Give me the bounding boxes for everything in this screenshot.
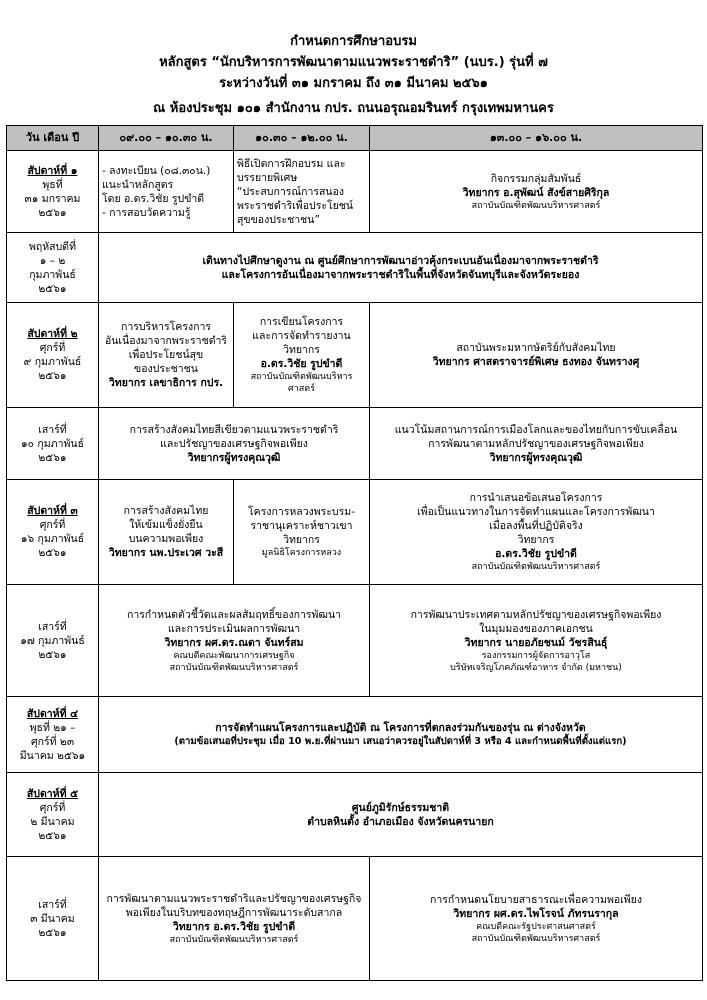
speaker: วิทยากร ผศ.ดร.ไพโรจน์ ภัทรนรากุล [453,907,619,920]
session-cell [99,480,234,585]
session-text: และการจัดทำรายงาน [252,330,351,342]
day-label: พุธที่ ๒๑ – [29,721,76,734]
col-header-slot3: ๑๓.๐๐ – ๑๖.๐๐ น. [370,126,703,151]
week-label: สัปดาห์ที่ ๕ [26,787,79,800]
affiliation: สถาบันบัณฑิตพัฒนบริหารศาสตร์ [169,662,299,673]
session-text: พระราชดำริเพื่อประโยชน์ [237,199,354,212]
week-label: สัปดาห์ที่ ๓ [27,505,78,517]
session-text: และปรัชญาของเศรษฐกิจพอเพียง [160,437,308,450]
session-text: ในมุมมองของภาคเอกชน [479,622,593,635]
affiliation: คณบดีคณะพัฒนาการเศรษฐกิจ [173,650,295,661]
day-date: ๑๗ กุมภาพันธ์ [20,634,85,647]
session-text: การพัฒนาประเทศตามหลักปรัชญาของเศรษฐกิจพอเพียง [410,608,662,621]
header-row [7,126,703,151]
session-text: ให้เข้มแข็งยั่งยืน [129,519,203,531]
table-row [7,303,703,408]
day-label: เสาร์ที่ [38,898,67,911]
table-row [7,233,703,303]
date-cell [7,585,99,697]
session-text: และการประเมินผลการพัฒนา [167,622,301,635]
session-cell [234,480,370,585]
session-cell [234,303,370,408]
table-row [7,857,703,981]
affiliation: บริษัทเจริญโภคภัณฑ์อาหาร จำกัด (มหาชน) [450,662,622,673]
table-row [7,697,703,773]
session-text: การนำเสนอข้อเสนอโครงการ [469,492,603,504]
day-year: ๒๕๖๑ [38,926,67,939]
col-header-slot2: ๑๐.๓๐ – ๑๒.๐๐ น. [234,126,370,151]
day-date: ๓ มีนาคม [30,912,75,925]
table-row [7,585,703,697]
session-text: อันเนื่องมาจากพระราชดำริ [104,335,228,347]
day-date: ๓๑ มกราคม [24,192,81,205]
session-cell [99,303,234,408]
session-text: พิธีเปิดการฝึกอบรม และ [237,157,346,170]
day-label: ศุกร์ที่ [39,801,66,814]
session-text: โดย อ.ดร.วิชัย รูปขำดี [102,192,205,205]
speaker: อ.ดร.วิชัย รูปขำดี [495,548,577,560]
day-date: ๙ กุมภาพันธ์ [23,356,82,368]
day-label: พฤหัสบดีที่ [28,240,76,253]
date-range: ระหว่างวันที่ ๓๑ มกราคม ถึง ๓๑ มีนาคม ๒๕๖๑ [219,76,488,91]
session-text: การพัฒนาตามหลักปรัชญาของเศรษฐกิจพอเพียง [428,437,644,450]
session-text: การสร้างสังคมไทย [123,505,209,517]
speaker: วิทยากร ศาสตราจารย์พิเศษ ธงทอง จันทรางศุ [432,356,640,368]
session-cell [99,857,370,981]
speaker: วิทยากร อ.สุพัฒน์ สังข์สายศิริกุล [462,186,610,199]
session-text: โครงการหลวงพระบรม- [248,506,355,518]
session-text: เพื่อเป็นแนวทางในการจัดทำแผนและโครงการพัฒนา [417,506,655,518]
study-trip-text: และโครงการอันเนื่องมาจากพระราชดำริในพื้นที่จังหวัดจันทบุรีและจังหวัดระยอง [221,268,580,281]
affiliation: ศาสตร์ [288,384,315,394]
day-year: ๒๕๖๑ [38,451,67,464]
session-cell [234,151,370,233]
date-cell [7,857,99,981]
fieldwork-note: (ตามข้อเสนอที่ประชุม เมื่อ 10 พ.ย.ที่ผ่านมา เสนอว่าควรอยู่ในสัปดาห์ที่ 3 หรือ 4 และกำหนดพื้นที่ตั้งแต่แรก) [174,735,627,747]
schedule-table [6,125,703,981]
day-date: ๑๖ กุมภาพันธ์ [20,533,85,545]
session-cell [370,303,703,408]
session-text: การกำหนดตัวชี้วัดและผลสัมฤทธิ์ของการพัฒนา [126,608,342,621]
session-text: เพื่อประโยชน์สุข [128,349,204,361]
table-row [7,773,703,857]
session-text: - ลงทะเบียน (๐๘.๓๐น.) [102,164,211,177]
speaker: วิทยากรผู้ทรงคุณวุฒิ [489,451,583,464]
speaker: วิทยากร เลขาธิการ กปร. [108,377,224,389]
day-label: เสาร์ที่ [38,423,67,436]
day-label: ศุกร์ที่ [39,519,66,531]
session-cell [370,408,703,480]
week-label: สัปดาห์ที่ ๒ [27,328,78,340]
col-header-slot1: ๐๙.๐๐ – ๑๐.๓๐ น. [99,126,234,151]
affiliation: สถาบันบัณฑิตพัฒนบริหาร [250,372,353,382]
day-date: ๑๐ กุมภาพันธ์ [20,437,84,450]
session-text: วิทยากร [283,344,320,356]
session-text: “ประสบการณ์การสนอง [237,185,345,198]
day-label: ศุกร์ที่ [39,342,66,354]
table-row [7,408,703,480]
session-text: พอเพียงในบริบทของทฤษฎีการพัฒนาระดับสากล [125,906,343,919]
day-date: ๑ – ๒ [39,254,66,267]
day-year: ๒๕๖๑ [38,547,67,559]
course-name: หลักสูตร “นักบริหารการพัฒนาตามแนวพระราชดำริ” (นบร.) รุ่นที่ ๗ [159,55,548,70]
study-trip-text: เดินทางไปศึกษาดูงาน ณ ศูนย์ศึกษาการพัฒนาอ่าวคุ้งกระเบนอันเนื่องมาจากพระราชดำริ [202,254,599,267]
session-text: การพัฒนาตามแนวพระราชดำริและปรัชญาของเศรษฐกิจ [106,892,362,905]
session-text: บรรยายพิเศษ [237,171,298,184]
day-label: พุธที่ [42,178,63,191]
day-year: ๒๕๖๑ [38,829,67,842]
session-cell [99,151,234,233]
affiliation: สถาบันบัณฑิตพัฒนบริหารศาสตร์ [471,562,601,572]
session-text: ราชานุเคราะห์ชาวเขา [250,520,353,532]
day-label: ศุกร์ที่ ๒๓ [30,735,75,748]
session-text: การบริหารโครงการ [121,321,211,333]
day-year: ๒๕๖๑ [38,206,67,219]
speaker: วิทยากร นายอภัยชนม์ วัชรสินธุ์ [464,636,608,649]
date-cell [7,151,99,233]
session-text: เมื่อลงพื้นที่ปฏิบัติจริง [489,520,583,532]
doc-title: กำหนดการศึกษาอบรม [290,34,417,49]
session-cell [370,480,703,585]
site-location: ตำบลหินตั้ง อำเภอเมือง จังหวัดนครนายก [307,815,494,828]
speaker: วิทยากร ผศ.ดร.ณดา จันทร์สม [164,636,304,649]
speaker: อ.ดร.วิชัย รูปขำดี [260,358,343,370]
session-title: กิจกรรมกลุ่มสัมพันธ์ [490,172,582,185]
date-cell [7,233,99,303]
session-cell [370,857,703,981]
session-text: แนวโน้มสถานการณ์การเมืองโลกและของไทยกับการขับเคลื่อน [394,423,678,436]
date-cell [7,408,99,480]
fieldwork-text: การจัดทำแผนโครงการและปฏิบัติ ณ โครงการที่ตกลงร่วมกันของรุ่น ณ ต่างจังหวัด [215,721,586,734]
affiliation: คณบดีคณะรัฐประศาสนศาสตร์ [476,921,596,932]
session-text: วิทยากร [283,534,320,546]
fieldwork-cell [99,697,703,773]
session-text: การสร้างสังคมไทยสีเขียวตามแนวพระราชดำริ [129,423,339,436]
session-text: การเขียนโครงการ [259,316,344,328]
affiliation: มูลนิธิโครงการหลวง [261,548,342,558]
date-cell [7,697,99,773]
date-cell [7,480,99,585]
table-row [7,480,703,585]
session-text: บนความพอเพียง [128,533,204,545]
table-row [7,151,703,233]
date-cell [7,303,99,408]
session-text: - การสอบวัดความรู้ [102,206,191,219]
col-header-date: วัน เดือน ปี [7,126,99,151]
day-month: มีนาคม ๒๕๖๑ [19,749,86,762]
affiliation: รองกรรมการผู้จัดการอาวุโส [481,650,591,661]
speaker: วิทยากร นพ.ประเวศ วะสี [108,547,224,559]
session-text: การกำหนดนโยบายสาธารณะเพื่อความพอเพียง [430,893,642,906]
study-trip-cell [99,233,703,303]
day-date: ๒ มีนาคม [30,815,75,828]
venue: ณ ห้องประชุม ๑๐๑ สำนักงาน กปร. ถนนอรุณอมรินทร์ กรุงเทพมหานคร [153,101,554,116]
day-label: เสาร์ที่ [38,620,67,633]
date-cell [7,773,99,857]
session-cell [99,408,370,480]
day-year: ๒๕๖๑ [38,648,67,661]
speaker: วิทยากร อ.ดร.วิชัย รูปขำดี [172,920,296,933]
session-text: สุขของประชาชน” [237,213,320,226]
week-label: สัปดาห์ที่ ๔ [26,707,79,720]
speaker: วิทยากรผู้ทรงคุณวุฒิ [187,451,281,464]
affiliation: สถาบันบัณฑิตพัฒนบริหารศาสตร์ [471,933,601,944]
affiliation: สถาบันบัณฑิตพัฒนบริหารศาสตร์ [471,200,601,211]
day-year: ๒๕๖๑ [38,370,67,382]
session-text: แนะนำหลักสูตร [102,178,174,191]
day-year: ๒๕๖๑ [38,282,67,295]
session-cell [370,585,703,697]
affiliation: สถาบันบัณฑิตพัฒนบริหารศาสตร์ [169,934,299,945]
session-text: ของประชาชน [134,363,198,375]
site-visit-cell [99,773,703,857]
session-cell [99,585,370,697]
session-title: สถาบันพระมหากษัตริย์กับสังคมไทย [456,342,616,354]
session-text: วิทยากร [517,534,555,546]
site-name: ศูนย์ภูมิรักษ์ธรรมชาติ [351,801,450,814]
session-cell [370,151,703,233]
week-label: สัปดาห์ที่ ๑ [27,164,78,177]
day-month: กุมภาพันธ์ [29,268,76,281]
